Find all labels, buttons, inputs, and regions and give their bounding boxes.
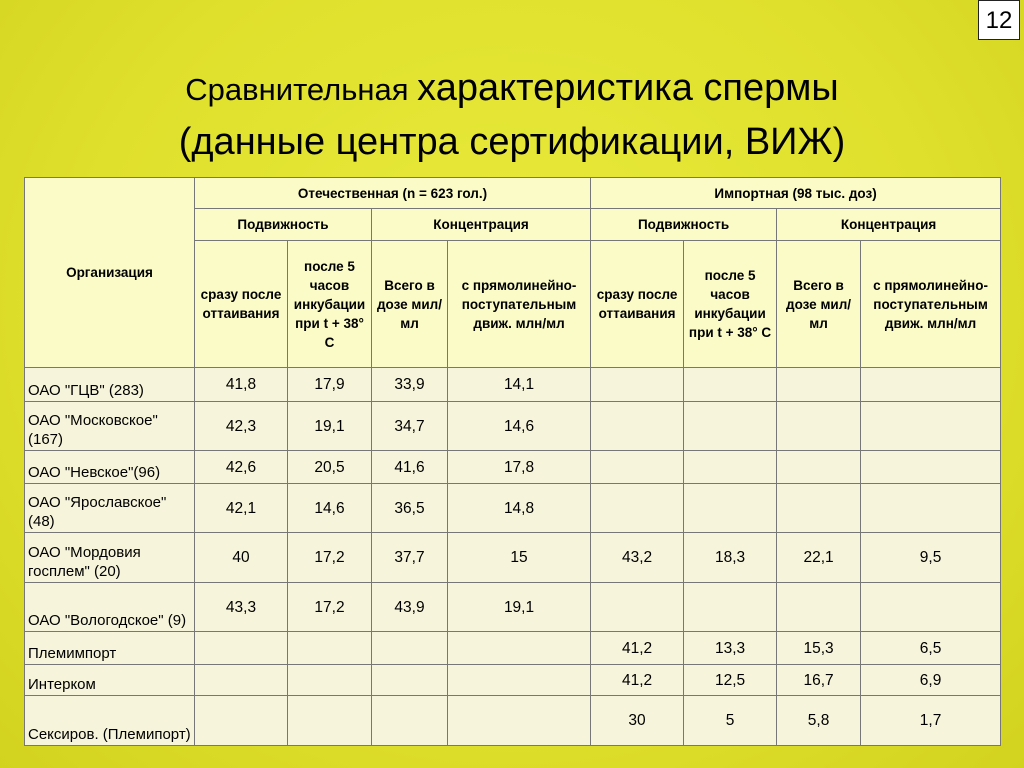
cell-value: 41,6 [372, 451, 448, 484]
table-row [25, 696, 1001, 746]
cell-value [777, 402, 861, 451]
title-main-part: характеристика спермы [417, 67, 839, 109]
cell-value: 33,9 [372, 368, 448, 402]
cell-value: 13,3 [684, 632, 777, 665]
table-row [25, 484, 1001, 533]
cell-value [861, 402, 1001, 451]
cell-value [861, 583, 1001, 632]
cell-value [288, 665, 372, 696]
sub-linear-motion: с прямолинейно-поступательным движ. млн/мл [448, 241, 591, 368]
cell-value: 14,6 [288, 484, 372, 533]
cell-value: 42,1 [195, 484, 288, 533]
cell-value: 17,9 [288, 368, 372, 402]
table-row [25, 583, 1001, 632]
cell-value: 16,7 [777, 665, 861, 696]
cell-value [195, 632, 288, 665]
cell-value [448, 696, 591, 746]
cell-value: 12,5 [684, 665, 777, 696]
cell-value: 20,5 [288, 451, 372, 484]
sub-linear-motion: с прямолинейно-поступательным движ. млн/мл [861, 241, 1001, 368]
cell-value [684, 484, 777, 533]
cell-value [861, 451, 1001, 484]
cell-value: 22,1 [777, 533, 861, 583]
cell-value: 6,5 [861, 632, 1001, 665]
cell-value [777, 451, 861, 484]
sub-total-dose: Всего в дозе мил/мл [372, 241, 448, 368]
cell-value [372, 632, 448, 665]
sub-after-5h: после 5 часов инкубации при t + 38° С [288, 241, 372, 368]
cell-value: 34,7 [372, 402, 448, 451]
cell-value: 17,8 [448, 451, 591, 484]
cell-value [777, 583, 861, 632]
cell-value [861, 484, 1001, 533]
header-domestic: Отечественная (n = 623 гол.) [195, 178, 591, 209]
cell-value [195, 665, 288, 696]
sub-after-thaw: сразу после оттаивания [591, 241, 684, 368]
cell-value: 41,2 [591, 632, 684, 665]
cell-value: 19,1 [448, 583, 591, 632]
table-row [25, 665, 1001, 696]
cell-value [777, 368, 861, 402]
table-header [25, 178, 1001, 368]
page-number: 12 [978, 0, 1020, 40]
org-name: Племимпорт [25, 632, 195, 665]
org-name: ОАО "Ярославское" (48) [25, 484, 195, 533]
cell-value: 30 [591, 696, 684, 746]
title-small-part: Сравнительная [185, 72, 418, 107]
cell-value: 37,7 [372, 533, 448, 583]
cell-value [288, 632, 372, 665]
org-name: ОАО "Вологодское" (9) [25, 583, 195, 632]
cell-value [591, 583, 684, 632]
header-domestic-motility: Подвижность [195, 209, 372, 241]
cell-value [195, 696, 288, 746]
cell-value [448, 665, 591, 696]
cell-value: 18,3 [684, 533, 777, 583]
table-row [25, 632, 1001, 665]
cell-value: 36,5 [372, 484, 448, 533]
cell-value: 9,5 [861, 533, 1001, 583]
cell-value: 17,2 [288, 583, 372, 632]
cell-value [288, 696, 372, 746]
cell-value: 42,6 [195, 451, 288, 484]
cell-value: 43,3 [195, 583, 288, 632]
sub-after-thaw: сразу после оттаивания [195, 241, 288, 368]
cell-value: 14,6 [448, 402, 591, 451]
cell-value: 5 [684, 696, 777, 746]
cell-value: 14,1 [448, 368, 591, 402]
cell-value: 40 [195, 533, 288, 583]
table-row [25, 533, 1001, 583]
cell-value [684, 368, 777, 402]
sub-total-dose: Всего в дозе мил/мл [777, 241, 861, 368]
cell-value [591, 484, 684, 533]
cell-value [684, 583, 777, 632]
cell-value [684, 451, 777, 484]
table-body [25, 368, 1001, 746]
cell-value: 1,7 [861, 696, 1001, 746]
comparison-table [24, 177, 1001, 746]
org-name: Интерком [25, 665, 195, 696]
cell-value [372, 665, 448, 696]
cell-value: 41,8 [195, 368, 288, 402]
cell-value: 17,2 [288, 533, 372, 583]
cell-value: 41,2 [591, 665, 684, 696]
cell-value: 42,3 [195, 402, 288, 451]
header-organization: Организация [25, 178, 195, 368]
cell-value [591, 402, 684, 451]
cell-value: 43,2 [591, 533, 684, 583]
header-import: Импортная (98 тыс. доз) [591, 178, 1001, 209]
cell-value: 6,9 [861, 665, 1001, 696]
cell-value: 14,8 [448, 484, 591, 533]
cell-value: 19,1 [288, 402, 372, 451]
org-name: ОАО "Мордовия госплем" (20) [25, 533, 195, 583]
cell-value [684, 402, 777, 451]
org-name: Сексиров. (Племипорт) [25, 696, 195, 746]
slide-title [0, 62, 1024, 168]
org-name: ОАО "ГЦВ" (283) [25, 368, 195, 402]
header-import-concentration: Концентрация [777, 209, 1001, 241]
cell-value [372, 696, 448, 746]
sub-after-5h: после 5 часов инкубации при t + 38° С [684, 241, 777, 368]
org-name: ОАО "Невское"(96) [25, 451, 195, 484]
title-line-2: (данные центра сертификации, ВИЖ) [178, 121, 846, 163]
header-import-motility: Подвижность [591, 209, 777, 241]
cell-value [777, 484, 861, 533]
cell-value [591, 368, 684, 402]
table-row [25, 402, 1001, 451]
org-name: ОАО "Московское" (167) [25, 402, 195, 451]
cell-value [448, 632, 591, 665]
cell-value [861, 368, 1001, 402]
cell-value [591, 451, 684, 484]
table-row [25, 451, 1001, 484]
title-line-1 [0, 62, 1024, 116]
cell-value: 15 [448, 533, 591, 583]
header-domestic-concentration: Концентрация [372, 209, 591, 241]
cell-value: 43,9 [372, 583, 448, 632]
cell-value: 15,3 [777, 632, 861, 665]
cell-value: 5,8 [777, 696, 861, 746]
table-row [25, 368, 1001, 402]
